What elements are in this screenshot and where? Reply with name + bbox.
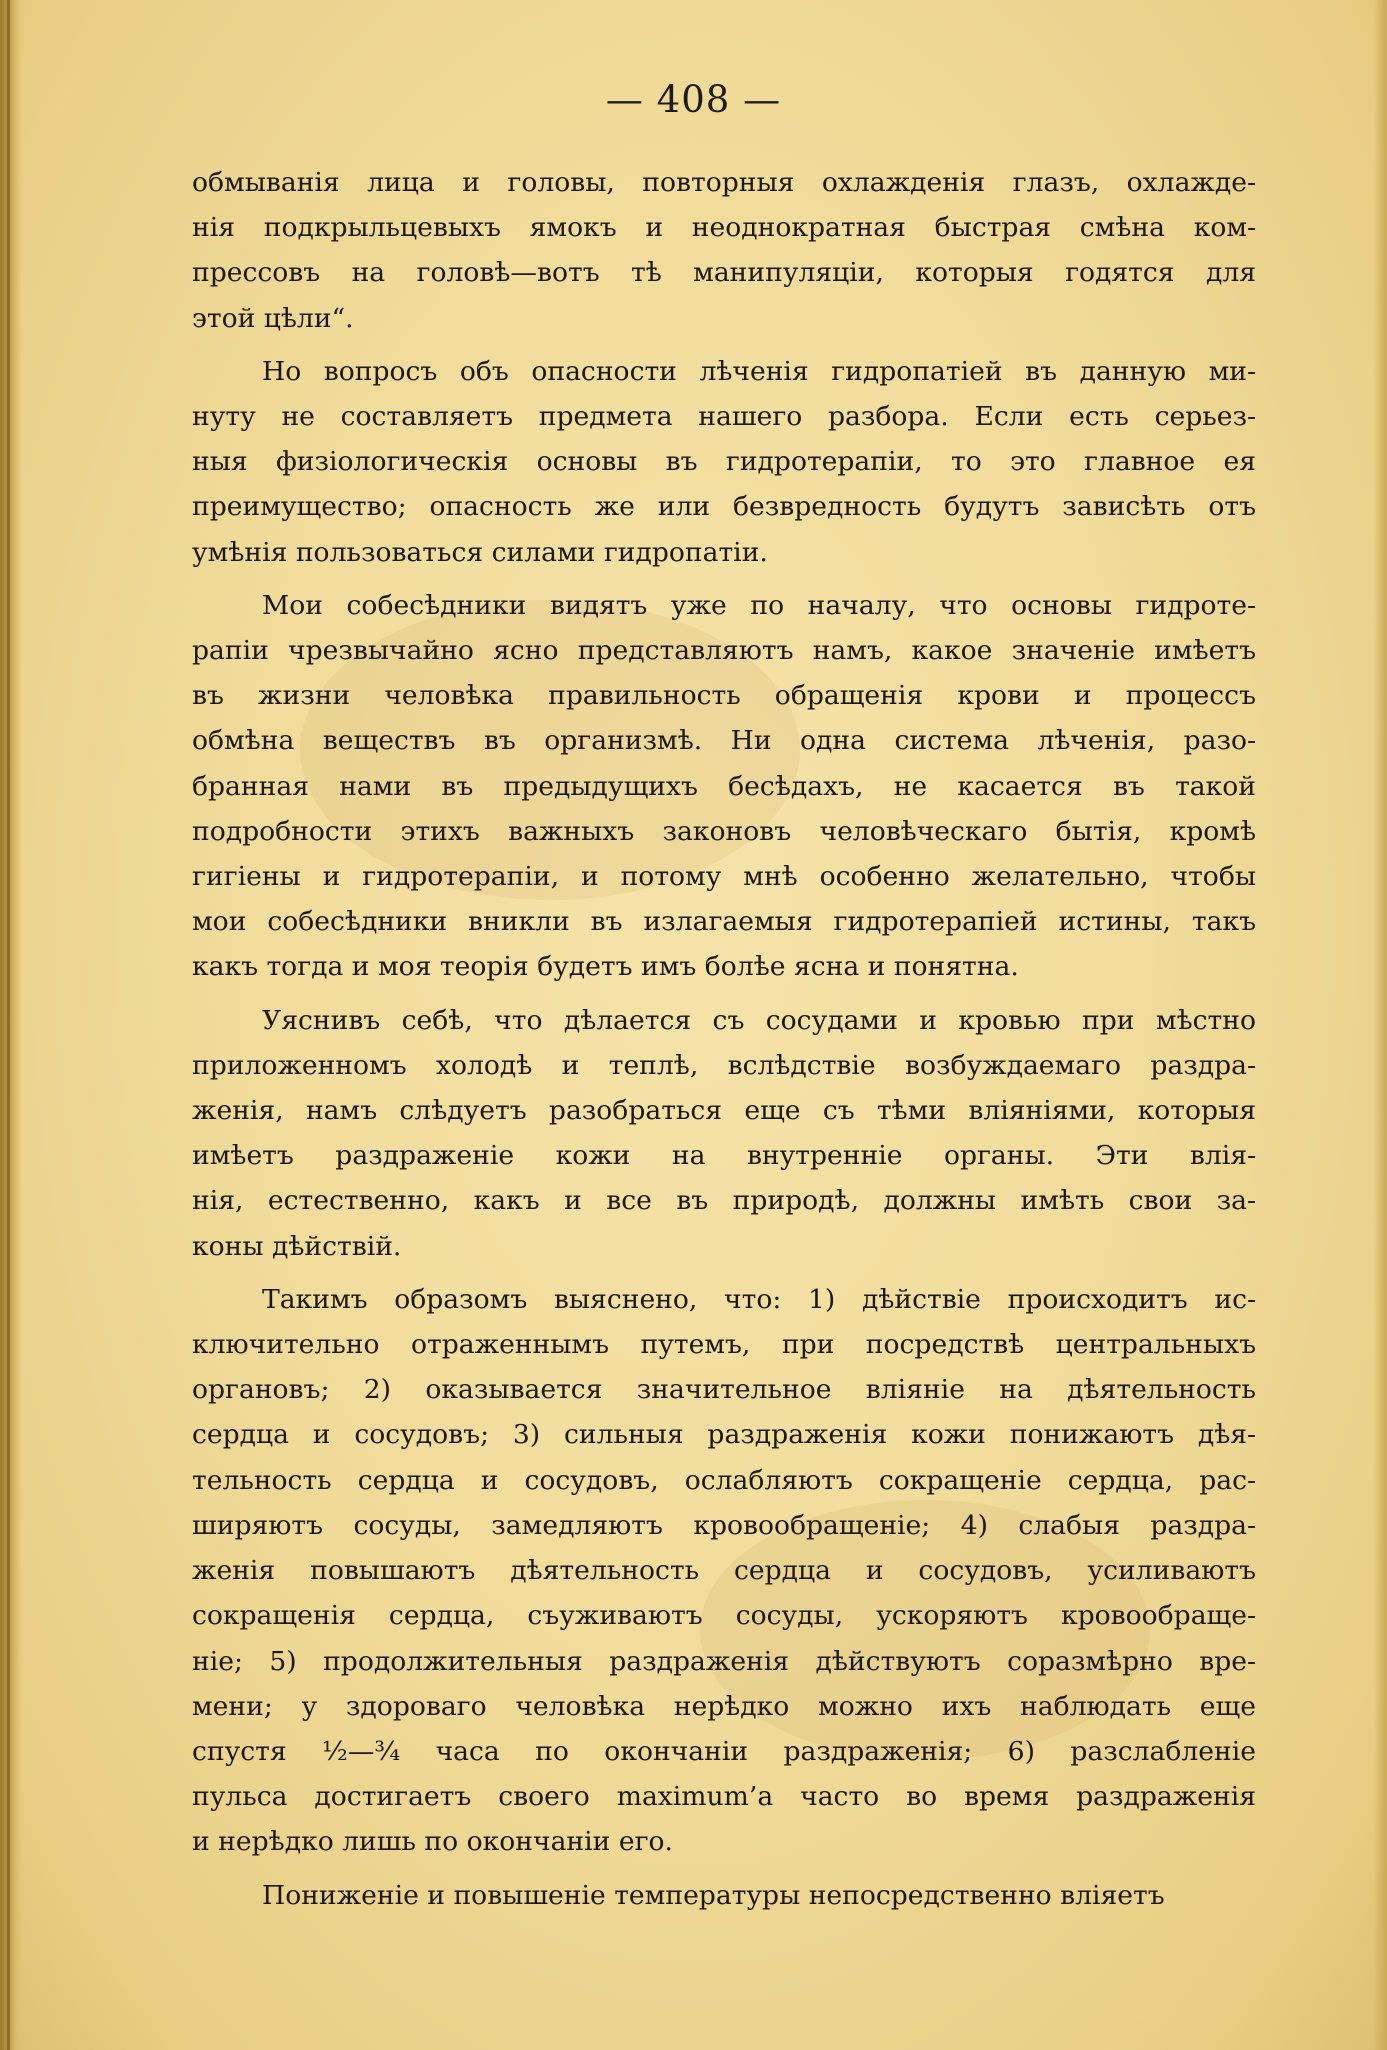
text-line: и нерѣдко лишь по окончаніи его. <box>192 1826 673 1858</box>
text-line: ключительно отраженнымъ путемъ, при посредствѣ центральныхъ <box>192 1329 1256 1361</box>
text-line: мени; у здороваго человѣка нерѣдко можно ихъ наблюдать еще <box>192 1690 1256 1722</box>
text-line: спустя ½—¾ часа по окончаніи раздраженія; 6) разслабленіе <box>192 1735 1256 1767</box>
page-number: — 408 — <box>605 78 782 121</box>
text-line: нія подкрыльцевыхъ ямокъ и неоднократная быстрая смѣна ком- <box>192 212 1256 244</box>
paragraph <box>192 998 1256 1269</box>
text-line: бранная нами въ предыдущихъ бесѣдахъ, не касается въ такой <box>192 770 1256 802</box>
paragraph <box>192 1277 1256 1865</box>
text-line: гигіены и гидротерапіи, и потому мнѣ особенно желательно, чтобы <box>192 861 1256 893</box>
body-text <box>192 160 1256 1926</box>
text-line: тельность сердца и сосудовъ, ослабляютъ сокращеніе сердца, рас- <box>192 1464 1256 1496</box>
text-line: коны дѣйствій. <box>192 1230 402 1262</box>
text-line: рапіи чрезвычайно ясно представляютъ намъ, какое значеніе имѣетъ <box>192 635 1256 667</box>
text-line: преимущество; опасность же или безвредность будутъ зависѣть отъ <box>192 491 1256 523</box>
text-line: Но вопросъ объ опасности лѣченія гидропатіей въ данную ми- <box>262 355 1256 387</box>
text-line: пульса достигаетъ своего maximum’а часто во время раздраженія <box>192 1781 1256 1813</box>
text-line: Пониженіе и повышеніе температуры непосредственно вліяетъ <box>262 1879 1165 1911</box>
paragraph <box>192 1873 1256 1918</box>
text-line: обмыванія лица и головы, повторныя охлажденія глазъ, охлажде- <box>192 167 1256 198</box>
text-line: женія повышаютъ дѣятельность сердца и сосудовъ, усиливаютъ <box>192 1555 1256 1587</box>
page-right-edge <box>1373 0 1387 2050</box>
text-line: ширяютъ сосуды, замедляютъ кровообращеніе; 4) слабыя раздра- <box>192 1509 1256 1541</box>
text-line: приложенномъ холодѣ и теплѣ, вслѣдствіе возбуждаемаго раздра- <box>192 1049 1256 1081</box>
text-line: прессовъ на головѣ—вотъ тѣ манипуляціи, которыя годятся для <box>192 257 1256 289</box>
text-line: какъ тогда и моя теорія будетъ имъ болѣе ясна и понятна. <box>192 951 1019 983</box>
text-line: подробности этихъ важныхъ законовъ человѣческаго бытія, кромѣ <box>192 815 1256 847</box>
text-line: Мои собесѣдники видятъ уже по началу, что основы гидроте- <box>262 589 1256 621</box>
text-line: ніе; 5) продолжительныя раздраженія дѣйствуютъ соразмѣрно вре- <box>192 1645 1256 1677</box>
text-line: имѣетъ раздраженіе кожи на внутренніе органы. Эти влія- <box>192 1140 1256 1172</box>
text-line: нуту не составляетъ предмета нашего разбора. Если есть серьез- <box>192 401 1256 433</box>
page-spine-line <box>7 0 10 2050</box>
text-line: сокращенія сердца, съуживаютъ сосуды, ускоряютъ кровообраще- <box>192 1600 1256 1632</box>
paragraph <box>192 583 1256 990</box>
text-line: обмѣна веществъ въ организмѣ. Ни одна система лѣченія, разо- <box>192 725 1256 757</box>
text-line: женія, намъ слѣдуетъ разобраться еще съ тѣми вліяніями, которыя <box>192 1095 1256 1127</box>
text-line: органовъ; 2) оказывается значительное вліяніе на дѣятельность <box>192 1374 1256 1406</box>
text-line: сердца и сосудовъ; 3) сильныя раздраженія кожи понижаютъ дѣя- <box>192 1419 1256 1451</box>
paragraph <box>192 349 1256 575</box>
text-line: въ жизни человѣка правильность обращенія крови и процессъ <box>192 680 1256 712</box>
text-line: ныя физіологическія основы въ гидротерапіи, то это главное ея <box>192 446 1256 478</box>
text-line: мои собесѣдники вникли въ излагаемыя гидротерапіей истины, такъ <box>192 906 1256 938</box>
text-line: умѣнія пользоваться силами гидропатіи. <box>192 536 768 568</box>
text-line: Такимъ образомъ выяснено, что: 1) дѣйствіе происходитъ ис- <box>262 1283 1256 1315</box>
paragraph <box>192 160 1256 341</box>
text-line: Уяснивъ себѣ, что дѣлается съ сосудами и кровью при мѣстно <box>262 1004 1256 1036</box>
text-line: нія, естественно, какъ и все въ природѣ, должны имѣть свои за- <box>192 1185 1256 1217</box>
text-line: этой цѣли“. <box>192 302 354 334</box>
page-spine-shadow <box>0 0 22 2050</box>
